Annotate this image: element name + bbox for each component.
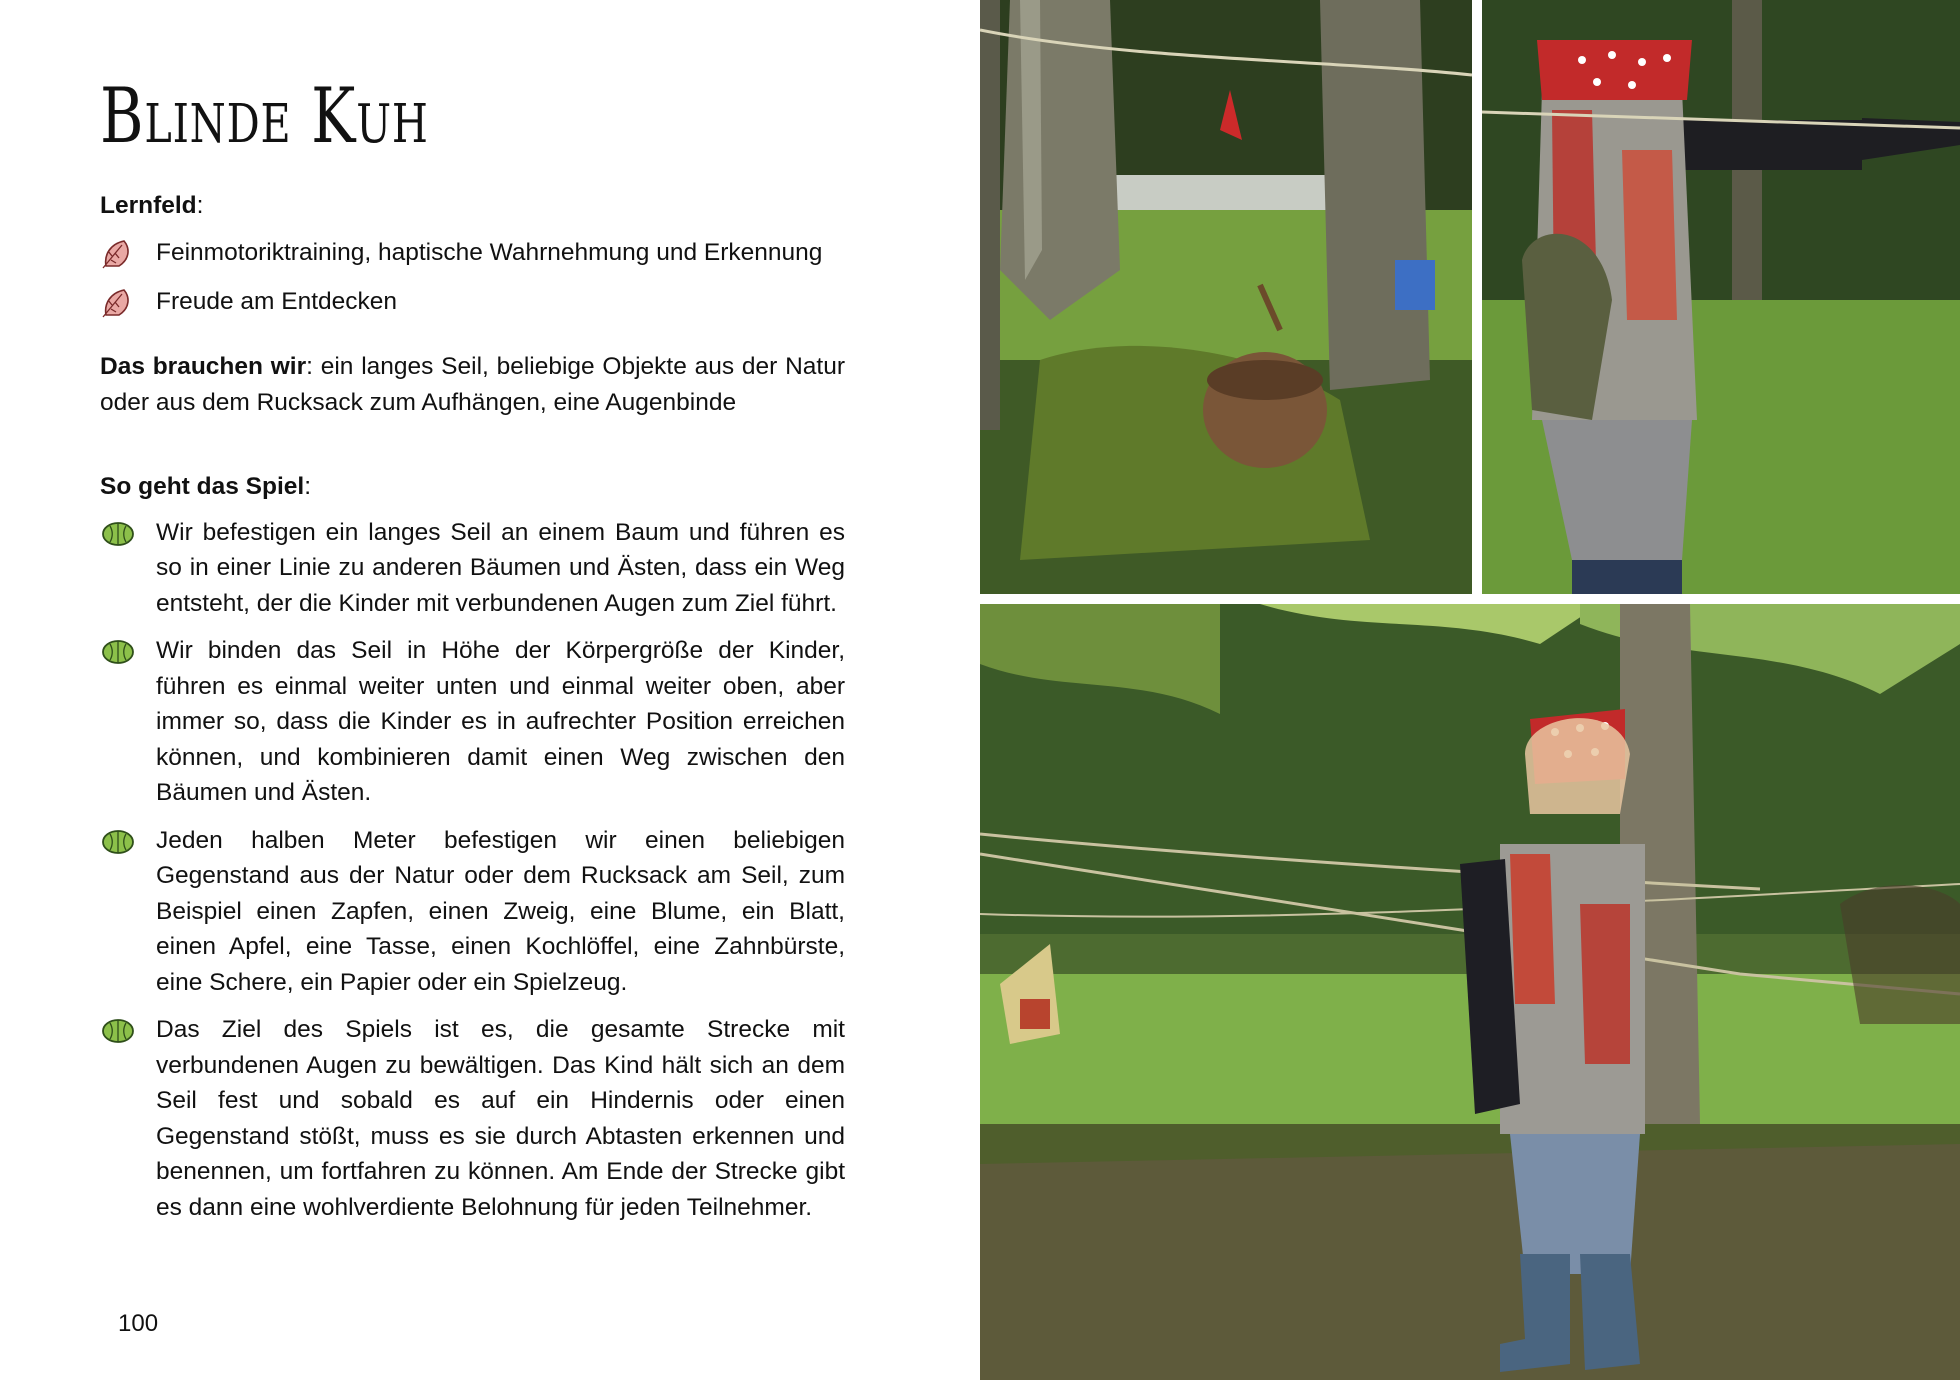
photo-child-blindfolded-at-rope [980,604,1960,1380]
materials-section: Das brauchen wir: ein langes Seil, beliebige Objekte aus der Natur oder aus dem Rucksack zum Aufhängen, eine Augenbinde [100,353,845,416]
game-section [100,469,845,1237]
lernfeld-list [100,235,845,320]
game-step-text: Wir befestigen ein langes Seil an einem Baum und führen es so in einer Linie zu anderen Bäumen und Ästen, dass ein Weg entsteht, der die Kinder mit verbundenen Augen zum Ziel führt. [156,518,845,617]
game-heading: So geht das Spiel: [100,473,312,500]
pink-leaf-icon [100,288,136,318]
lernfeld-item-text: Feinmotoriktraining, haptische Wahrnehmung und Erkennung [156,238,823,266]
lernfeld-item [100,235,845,271]
game-step [100,515,845,622]
green-bud-icon [100,637,136,667]
photo-child-arm-outstretched [1482,0,1960,594]
lernfeld-item [100,284,845,320]
lernfeld-item-text: Freude am Entdecken [156,288,398,315]
game-label: So geht das Spiel [100,473,305,500]
photo-cup-on-rope [980,0,1472,594]
game-step-text: Jeden halben Meter befestigen wir einen beliebigen Gegenstand aus der Natur oder dem Rucksack am Seil, zum Beispiel einen Zapfen, einen Zweig, eine Blume, ein Blatt, einen Apfel, eine Tasse, einen Kochlöffel, eine Zahnbürste, eine Schere, ein Papier oder ein Spielzeug. [156,826,845,996]
page-number: 100 [118,1310,159,1337]
lernfeld-heading: Lernfeld: [100,192,204,219]
game-step-text: Wir binden das Seil in Höhe der Körpergröße der Kinder, führen es einmal weiter unten und einmal weiter oben, aber immer so, dass die Kinder es in aufrechter Position erreichen können, und kombinieren damit einen Weg zwischen den Bäumen und Ästen. [156,637,845,806]
pink-leaf-icon [100,239,136,269]
green-bud-icon [100,519,136,549]
green-bud-icon [100,827,136,857]
green-bud-icon [100,1016,136,1046]
game-step-text: Das Ziel des Spiels ist es, die gesamte Strecke mit verbundenen Augen zu bewältigen. Das Kind hält sich an dem Seil fest und sobald es auf ein Hindernis oder einen Gegenstand stößt, muss es sie durch Abtasten erkennen und benennen, um fortfahren zu können. Am Ende der Strecke gibt es dann eine wohlverdiente Belohnung für jeden Teilnehmer. [156,1016,845,1221]
lernfeld-section [100,188,845,334]
game-step [100,633,845,811]
materials-text: ein langes Seil, beliebige Objekte aus der Natur oder aus dem Rucksack zum Aufhängen, eine Augenbinde [100,353,845,416]
page-title: Blinde Kuh [100,71,429,160]
lernfeld-label: Lernfeld [100,192,197,219]
game-step [100,1012,845,1225]
game-step [100,823,845,1001]
right-page [980,0,1960,1380]
game-steps [100,515,845,1226]
materials-label: Das brauchen wir [100,353,307,380]
